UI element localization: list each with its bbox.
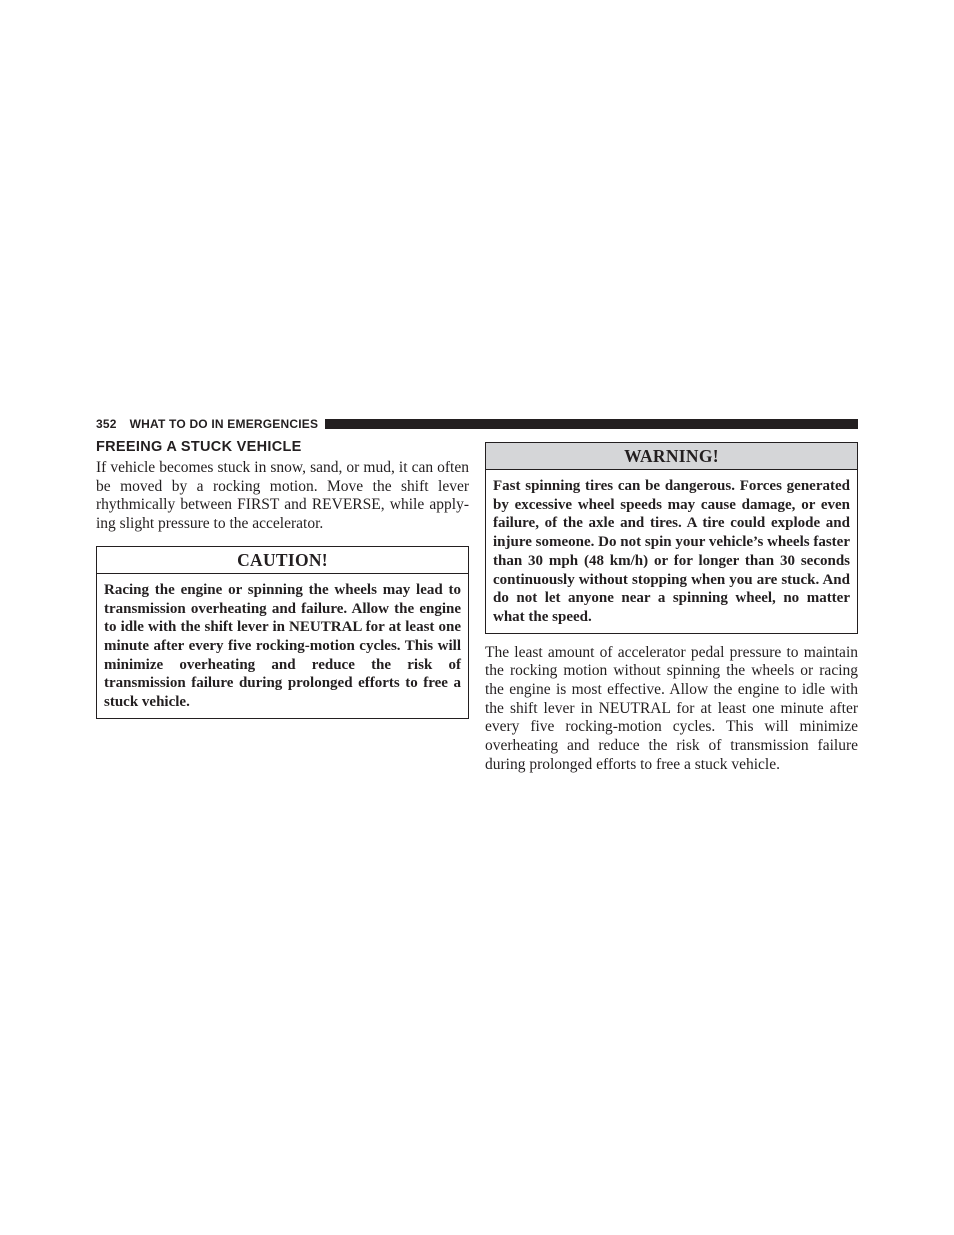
intro-paragraph: If vehicle becomes stuck in snow, sand, or mud, it can often be moved by a rocking motion. Move the shift lever rhythmically between FIRST and REVERSE, while applying slight pressure to the accelerator. [96,459,469,533]
caution-box [96,546,469,719]
body-paragraph: The least amount of accelerator pedal pressure to maintain the rocking motion without spinning the wheels or racing the engine is most effective. Allow the engine to idle with the shift lever in NEUTRAL for at least one minute after every five rocking-motion cycles. This will minimize overheating and reduce the risk of transmission failure during prolonged efforts to free a stuck vehicle. [485,643,858,773]
page-number: 352 [96,417,117,431]
warning-box [485,442,858,634]
left-column [96,438,469,719]
page-header [96,417,858,431]
warning-text: Fast spinning tires can be dangerous. Forces generated by excessive wheel speeds may cause damage, or even failure, of the axle and tires. A tire could explode and injure someone. Do not spin your vehicle’s wheels faster than 30 mph (48 km/h) or for longer than 30 seconds continuously without stopping when you are stuck. And do not let anyone near a spinning wheel, no matter what the speed. [493,478,850,625]
caution-text: Racing the engine or spinning the wheels may lead to transmission overheating and failure. Allow the engine to idle with the shift lever in NEUTRAL for at least one minute after every five rocking-motion cycles. This will minimize overheating and reduce the risk of transmission failure during prolonged efforts to free a stuck vehicle. [104,581,461,711]
right-column [485,442,858,775]
warning-title: WARNING! [486,443,857,470]
section-heading: FREEING A STUCK VEHICLE [96,439,302,455]
section-title: WHAT TO DO IN EMERGENCIES [129,417,319,431]
header-rule [325,419,858,429]
caution-title: CAUTION! [97,547,468,574]
